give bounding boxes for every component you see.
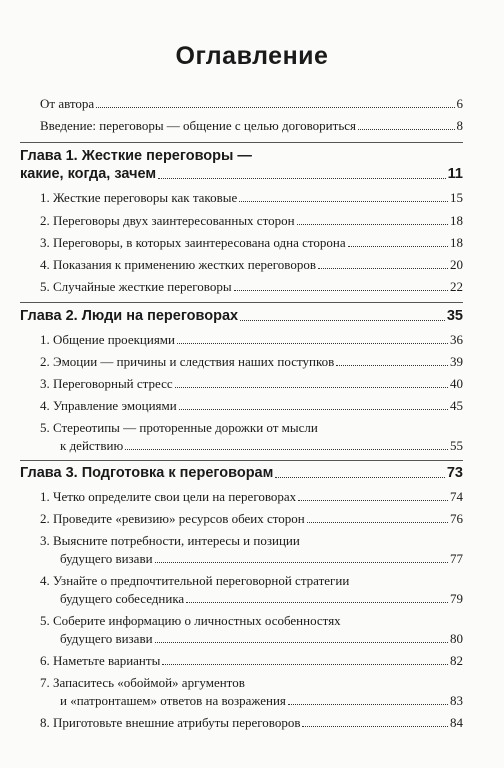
leader-dots bbox=[162, 664, 448, 665]
chapter-divider bbox=[20, 302, 463, 303]
leader-dots bbox=[179, 409, 448, 410]
toc-entry-text: 4. Управление эмоциями bbox=[40, 398, 177, 413]
toc-entry-author[interactable] bbox=[40, 95, 463, 112]
chapter-2-entry[interactable] bbox=[20, 308, 463, 325]
toc-entry-text: Введение: переговоры — общение с целью договориться bbox=[40, 118, 356, 133]
toc-entry-text: к действию bbox=[60, 438, 124, 453]
toc-page-number: 20 bbox=[450, 257, 463, 272]
toc-entry-line1: 5. Соберите информацию о личностных особенностях bbox=[40, 613, 341, 628]
toc-entry[interactable] bbox=[40, 331, 463, 348]
toc-entry-line1: 4. Узнайте о предпочтительной переговорной стратегии bbox=[40, 573, 350, 588]
toc-page-number: 22 bbox=[450, 279, 463, 294]
chapter-2-title: Глава 2. Люди на переговорах bbox=[20, 308, 239, 324]
toc-entry-text: 3. Переговорный стресс bbox=[40, 376, 173, 391]
toc-page-number: 82 bbox=[450, 653, 463, 668]
toc-entry[interactable] bbox=[40, 510, 463, 527]
toc-page-number: 79 bbox=[450, 591, 463, 606]
toc-entry-text: будущего собеседника bbox=[60, 591, 185, 606]
leader-dots bbox=[158, 178, 446, 179]
toc-entry[interactable] bbox=[60, 590, 463, 607]
page-title: Оглавление bbox=[175, 42, 329, 70]
toc-page-number: 36 bbox=[450, 332, 463, 347]
toc-entry-text: 2. Переговоры двух заинтересованных сторон bbox=[40, 213, 295, 228]
toc-entry[interactable] bbox=[40, 397, 463, 414]
toc-entry-text: 6. Наметьте варианты bbox=[40, 653, 161, 668]
toc-entry[interactable] bbox=[60, 550, 463, 567]
leader-dots bbox=[155, 642, 448, 643]
toc-page-number: 40 bbox=[450, 376, 463, 391]
toc-page-number: 73 bbox=[446, 465, 463, 481]
chapter-divider bbox=[20, 142, 463, 143]
chapter-1-title-line1: Глава 1. Жесткие переговоры — bbox=[20, 148, 252, 164]
chapter-3-title: Глава 3. Подготовка к переговорам bbox=[20, 465, 274, 481]
toc-entry[interactable] bbox=[40, 256, 463, 273]
toc-entry-text: и «патронташем» ответов на возражения bbox=[60, 693, 286, 708]
toc-entry[interactable] bbox=[40, 353, 463, 370]
toc-entry-text: 2. Эмоции — причины и следствия наших поступков bbox=[40, 354, 335, 369]
toc-entry-text: будущего визави bbox=[60, 551, 153, 566]
leader-dots bbox=[275, 477, 445, 478]
leader-dots bbox=[234, 290, 448, 291]
toc-entry-line1: 7. Запаситесь «обоймой» аргументов bbox=[40, 675, 245, 690]
toc-entry-text: 1. Жесткие переговоры как таковые bbox=[40, 190, 238, 205]
toc-page-number: 15 bbox=[450, 190, 463, 205]
toc-entry-text: будущего визави bbox=[60, 631, 153, 646]
leader-dots bbox=[302, 726, 448, 727]
toc-entry-text: 8. Приготовьте внешние атрибуты переговоров bbox=[40, 715, 301, 730]
toc-entry-text: 1. Четко определите свои цели на переговорах bbox=[40, 489, 297, 504]
toc-entry[interactable] bbox=[60, 630, 463, 647]
toc-page-number: 8 bbox=[456, 118, 463, 133]
chapter-divider bbox=[20, 460, 463, 461]
leader-dots bbox=[307, 522, 448, 523]
chapter-1-title-line2: какие, когда, зачем bbox=[20, 166, 157, 182]
chapter-1-entry[interactable] bbox=[20, 166, 463, 183]
toc-entry-text: 4. Показания к применению жестких переговоров bbox=[40, 257, 316, 272]
toc-entry-text: 3. Переговоры, в которых заинтересована одна сторона bbox=[40, 235, 346, 250]
toc-entry-line1: 5. Стереотипы — проторенные дорожки от мысли bbox=[40, 420, 318, 435]
leader-dots bbox=[177, 343, 448, 344]
leader-dots bbox=[186, 602, 448, 603]
toc-entry[interactable] bbox=[40, 714, 463, 731]
toc-entry[interactable] bbox=[60, 692, 463, 709]
leader-dots bbox=[358, 129, 455, 130]
toc-page-number: 77 bbox=[450, 551, 463, 566]
leader-dots bbox=[175, 387, 448, 388]
leader-dots bbox=[297, 224, 448, 225]
toc-entry-intro[interactable] bbox=[40, 117, 463, 134]
chapter-3-entry[interactable] bbox=[20, 465, 463, 482]
toc-entry[interactable] bbox=[40, 234, 463, 251]
toc-page-number: 39 bbox=[450, 354, 463, 369]
toc-page-number: 18 bbox=[450, 213, 463, 228]
leader-dots bbox=[318, 268, 448, 269]
leader-dots bbox=[298, 500, 448, 501]
toc-entry[interactable] bbox=[40, 278, 463, 295]
toc-page-number: 55 bbox=[450, 438, 463, 453]
toc-entry[interactable] bbox=[40, 189, 463, 206]
leader-dots bbox=[240, 320, 445, 321]
leader-dots bbox=[155, 562, 448, 563]
toc-entry[interactable] bbox=[60, 437, 463, 454]
toc-entry-line1: 3. Выясните потребности, интересы и позиции bbox=[40, 533, 300, 548]
toc-page-number: 11 bbox=[447, 166, 463, 182]
toc-entry[interactable] bbox=[40, 488, 463, 505]
toc-page-number: 45 bbox=[450, 398, 463, 413]
toc-page-number: 18 bbox=[450, 235, 463, 250]
toc-entry[interactable] bbox=[40, 652, 463, 669]
toc-page-number: 35 bbox=[446, 308, 463, 324]
leader-dots bbox=[336, 365, 448, 366]
toc-entry-text: 5. Случайные жесткие переговоры bbox=[40, 279, 232, 294]
toc-page-number: 76 bbox=[450, 511, 463, 526]
toc-entry-text: 1. Общение проекциями bbox=[40, 332, 175, 347]
toc-entry[interactable] bbox=[40, 375, 463, 392]
leader-dots bbox=[125, 449, 448, 450]
toc-page-number: 84 bbox=[450, 715, 463, 730]
toc-entry-text: 2. Проведите «ревизию» ресурсов обеих сторон bbox=[40, 511, 305, 526]
leader-dots bbox=[239, 201, 448, 202]
toc-entry-text: От автора bbox=[40, 96, 95, 111]
toc-page-number: 83 bbox=[450, 693, 463, 708]
leader-dots bbox=[96, 107, 454, 108]
toc-page-number: 74 bbox=[450, 489, 463, 504]
toc-entry[interactable] bbox=[40, 212, 463, 229]
toc-page-number: 80 bbox=[450, 631, 463, 646]
toc-page-number: 6 bbox=[456, 96, 463, 111]
leader-dots bbox=[348, 246, 448, 247]
leader-dots bbox=[288, 704, 448, 705]
